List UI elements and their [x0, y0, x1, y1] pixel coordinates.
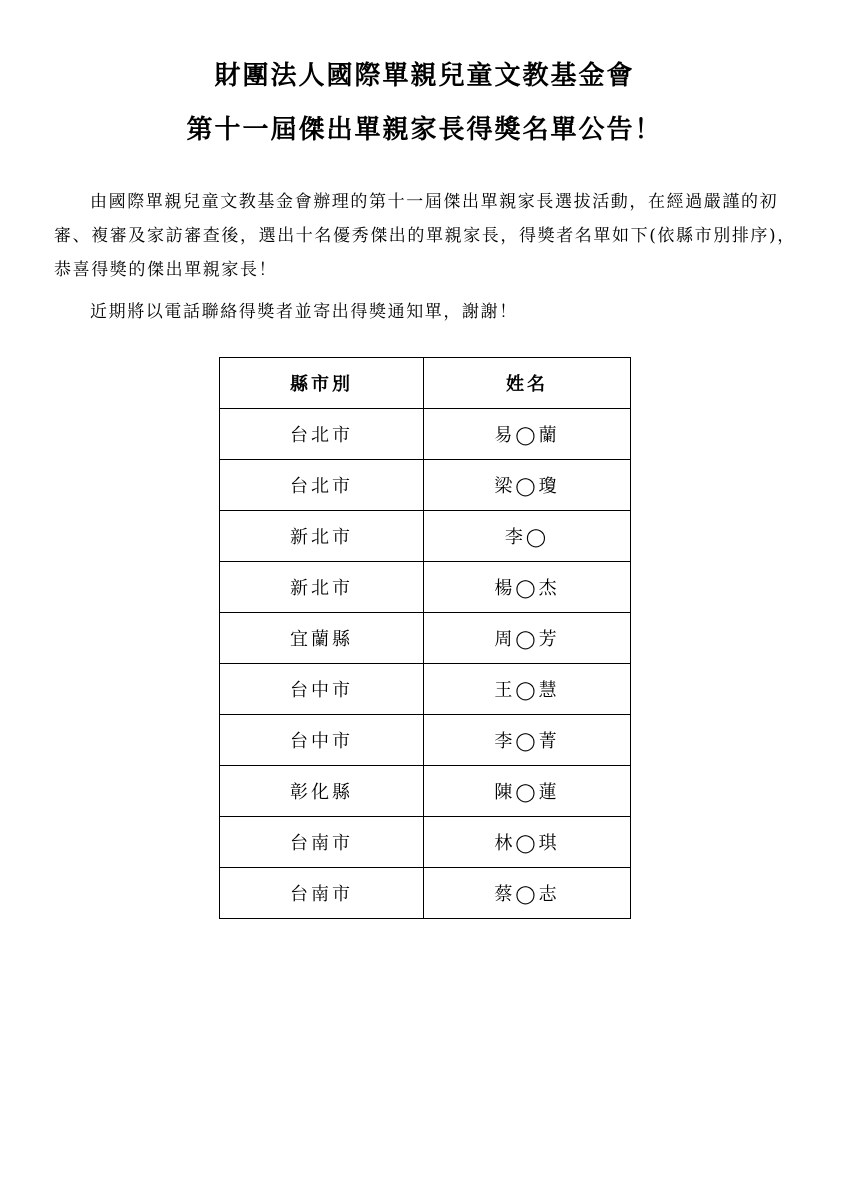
table-header-row	[220, 358, 631, 409]
table-row	[220, 613, 631, 664]
name-cell: 王◯慧	[424, 664, 631, 715]
winners-table	[219, 357, 631, 919]
name-cell: 易◯蘭	[424, 409, 631, 460]
county-cell: 台南市	[220, 868, 424, 919]
county-cell: 台中市	[220, 664, 424, 715]
table-row	[220, 715, 631, 766]
intro-paragraph: 由國際單親兒童文教基金會辦理的第十一屆傑出單親家長選拔活動，在經過嚴謹的初審、複審及家訪審查後，選出十名優秀傑出的單親家長，得獎者名單如下(依縣市別排序)，恭喜得獎的傑出單親家長！	[54, 192, 796, 280]
name-cell: 蔡◯志	[424, 868, 631, 919]
name-cell: 李◯菁	[424, 715, 631, 766]
notice-paragraph: 近期將以電話聯絡得獎者並寄出得獎通知單，謝謝！	[90, 302, 518, 322]
table-row	[220, 766, 631, 817]
county-cell: 新北市	[220, 562, 424, 613]
table-row	[220, 664, 631, 715]
organization-title: 財團法人國際單親兒童文教基金會	[214, 61, 635, 91]
table-row	[220, 817, 631, 868]
county-cell: 台中市	[220, 715, 424, 766]
header-county: 縣市別	[220, 358, 424, 409]
county-cell: 新北市	[220, 511, 424, 562]
header-name: 姓名	[424, 358, 631, 409]
county-cell: 台南市	[220, 817, 424, 868]
name-cell: 楊◯杰	[424, 562, 631, 613]
table-row	[220, 460, 631, 511]
name-cell: 林◯琪	[424, 817, 631, 868]
table-row	[220, 511, 631, 562]
county-cell: 宜蘭縣	[220, 613, 424, 664]
table-row	[220, 868, 631, 919]
county-cell: 彰化縣	[220, 766, 424, 817]
announcement-title: 第十一屆傑出單親家長得獎名單公告！	[186, 115, 663, 145]
county-cell: 台北市	[220, 460, 424, 511]
name-cell: 陳◯蓮	[424, 766, 631, 817]
table-row	[220, 409, 631, 460]
name-cell: 梁◯瓊	[424, 460, 631, 511]
table-row	[220, 562, 631, 613]
county-cell: 台北市	[220, 409, 424, 460]
name-cell: 李◯	[424, 511, 631, 562]
name-cell: 周◯芳	[424, 613, 631, 664]
